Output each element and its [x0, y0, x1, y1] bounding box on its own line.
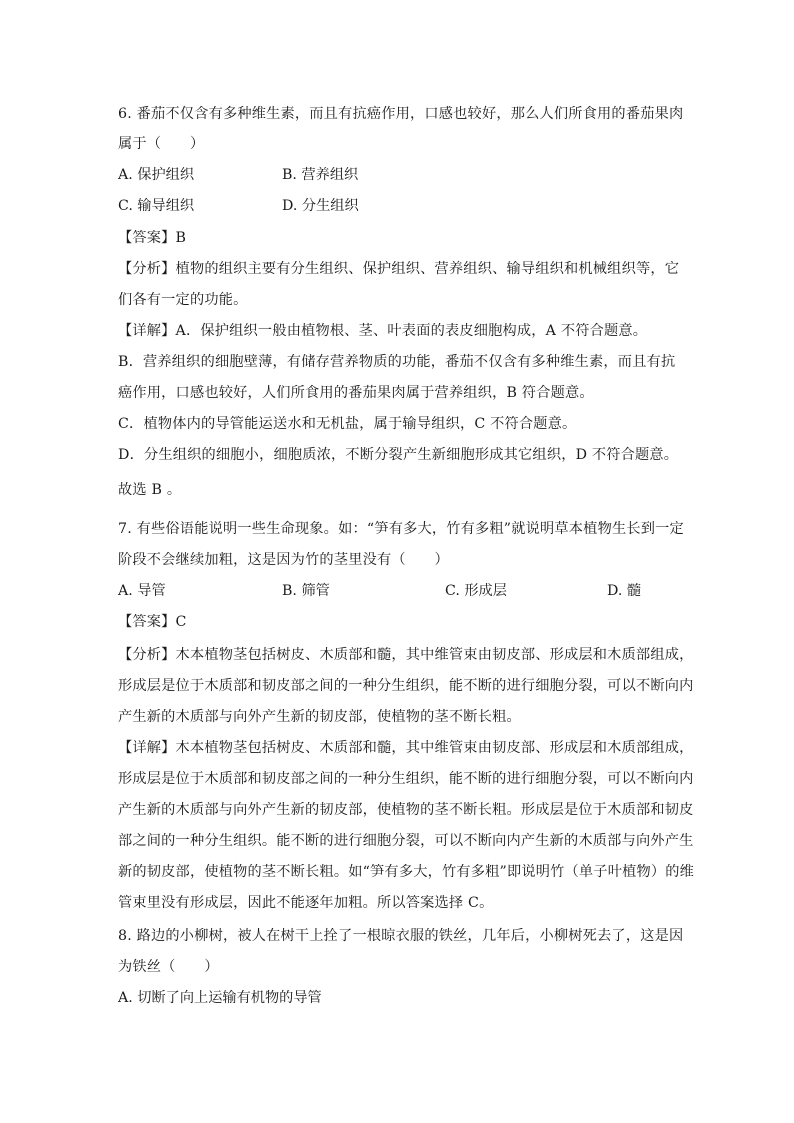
q6-detail-line1: 【详解】A．保护组织一般由植物根、茎、叶表面的表皮细胞构成，A 不符合题意。 — [118, 323, 648, 339]
q7-detail-line3: 产生新的木质部与向外产生新的韧皮部，使植物的茎不断长粗。形成层是位于木质部和韧皮 — [118, 802, 694, 818]
q6-analysis-line1: 【分析】植物的组织主要有分生组织、保护组织、营养组织、输导组织和机械组织等，它 — [118, 261, 680, 277]
q6-detail-line3: 癌作用，口感也较好，人们所食用的番茄果肉属于营养组织，B 符合题意。 — [118, 385, 594, 401]
q6-option-b: B. 营养组织 — [282, 167, 359, 183]
q6-detail-line4: C．植物体内的导管能运送水和无机盐，属于输导组织，C 不符合题意。 — [118, 416, 577, 432]
q6-detail-line5: D．分生组织的细胞小，细胞质浓，不断分裂产生新细胞形成其它组织，D 不符合题意。 — [118, 447, 679, 463]
q7-option-c: C. 形成层 — [445, 583, 507, 599]
q8-stem-line2: 为铁丝（ ） — [118, 959, 219, 975]
q8-option-a: A. 切断了向上运输有机物的导管 — [118, 990, 322, 1006]
q6-conclusion: 故选 B 。 — [118, 482, 182, 498]
q7-option-b: B. 筛管 — [282, 583, 330, 599]
q7-stem-line2: 阶段不会继续加粗，这是因为竹的茎里没有（ ） — [118, 552, 449, 568]
q7-detail-line6: 管束里没有形成层，因此不能逐年加粗。所以答案选择 C。 — [118, 895, 494, 911]
q6-option-d: D. 分生组织 — [282, 198, 359, 214]
q7-analysis-line2: 形成层是位于木质部和韧皮部之间的一种分生组织，能不断的进行细胞分裂，可以不断向内 — [118, 678, 694, 694]
q8-stem-line1: 8. 路边的小柳树，被人在树干上拴了一根晾衣服的铁丝，几年后，小柳树死去了，这是因 — [118, 928, 684, 944]
q7-analysis-line1: 【分析】木本植物茎包括树皮、木质部和髓，其中维管束由韧皮部、形成层和木质部组成， — [118, 647, 694, 663]
q6-stem-line2: 属于（ ） — [118, 136, 205, 152]
q7-detail-line5: 新的韧皮部，使植物的茎不断长粗。如“笋有多大，竹有多粗”即说明竹（单子叶植物）的维 — [118, 864, 695, 880]
q7-option-a: A. 导管 — [118, 583, 166, 599]
q6-detail-line2: B．营养组织的细胞壁薄，有储存营养物质的功能，番茄不仅含有多种维生素，而且有抗 — [118, 354, 676, 370]
q6-option-c: C. 输导组织 — [118, 198, 195, 214]
q6-stem-line1: 6. 番茄不仅含有多种维生素，而且有抗癌作用，口感也较好，那么人们所食用的番茄果肉 — [118, 106, 684, 122]
q6-option-a: A. 保护组织 — [118, 167, 195, 183]
q7-option-d: D. 髓 — [607, 583, 642, 599]
q7-detail-line2: 形成层是位于木质部和韧皮部之间的一种分生组织，能不断的进行细胞分裂，可以不断向内 — [118, 771, 694, 787]
q7-analysis-line3: 产生新的木质部与向外产生新的韧皮部，使植物的茎不断长粗。 — [118, 709, 521, 725]
q7-answer: 【答案】C — [118, 614, 187, 630]
q7-detail-line1: 【详解】木本植物茎包括树皮、木质部和髓，其中维管束由韧皮部、形成层和木质部组成， — [118, 740, 694, 756]
q7-stem-line1: 7. 有些俗语能说明一些生命现象。如：“笋有多大，竹有多粗”就说明草本植物生长到一定 — [118, 521, 684, 537]
q7-detail-line4: 部之间的一种分生组织。能不断的进行细胞分裂，可以不断向内产生新的木质部与向外产生 — [118, 833, 694, 849]
q6-analysis-line2: 们各有一定的功能。 — [118, 292, 248, 308]
q6-answer: 【答案】B — [118, 230, 187, 246]
